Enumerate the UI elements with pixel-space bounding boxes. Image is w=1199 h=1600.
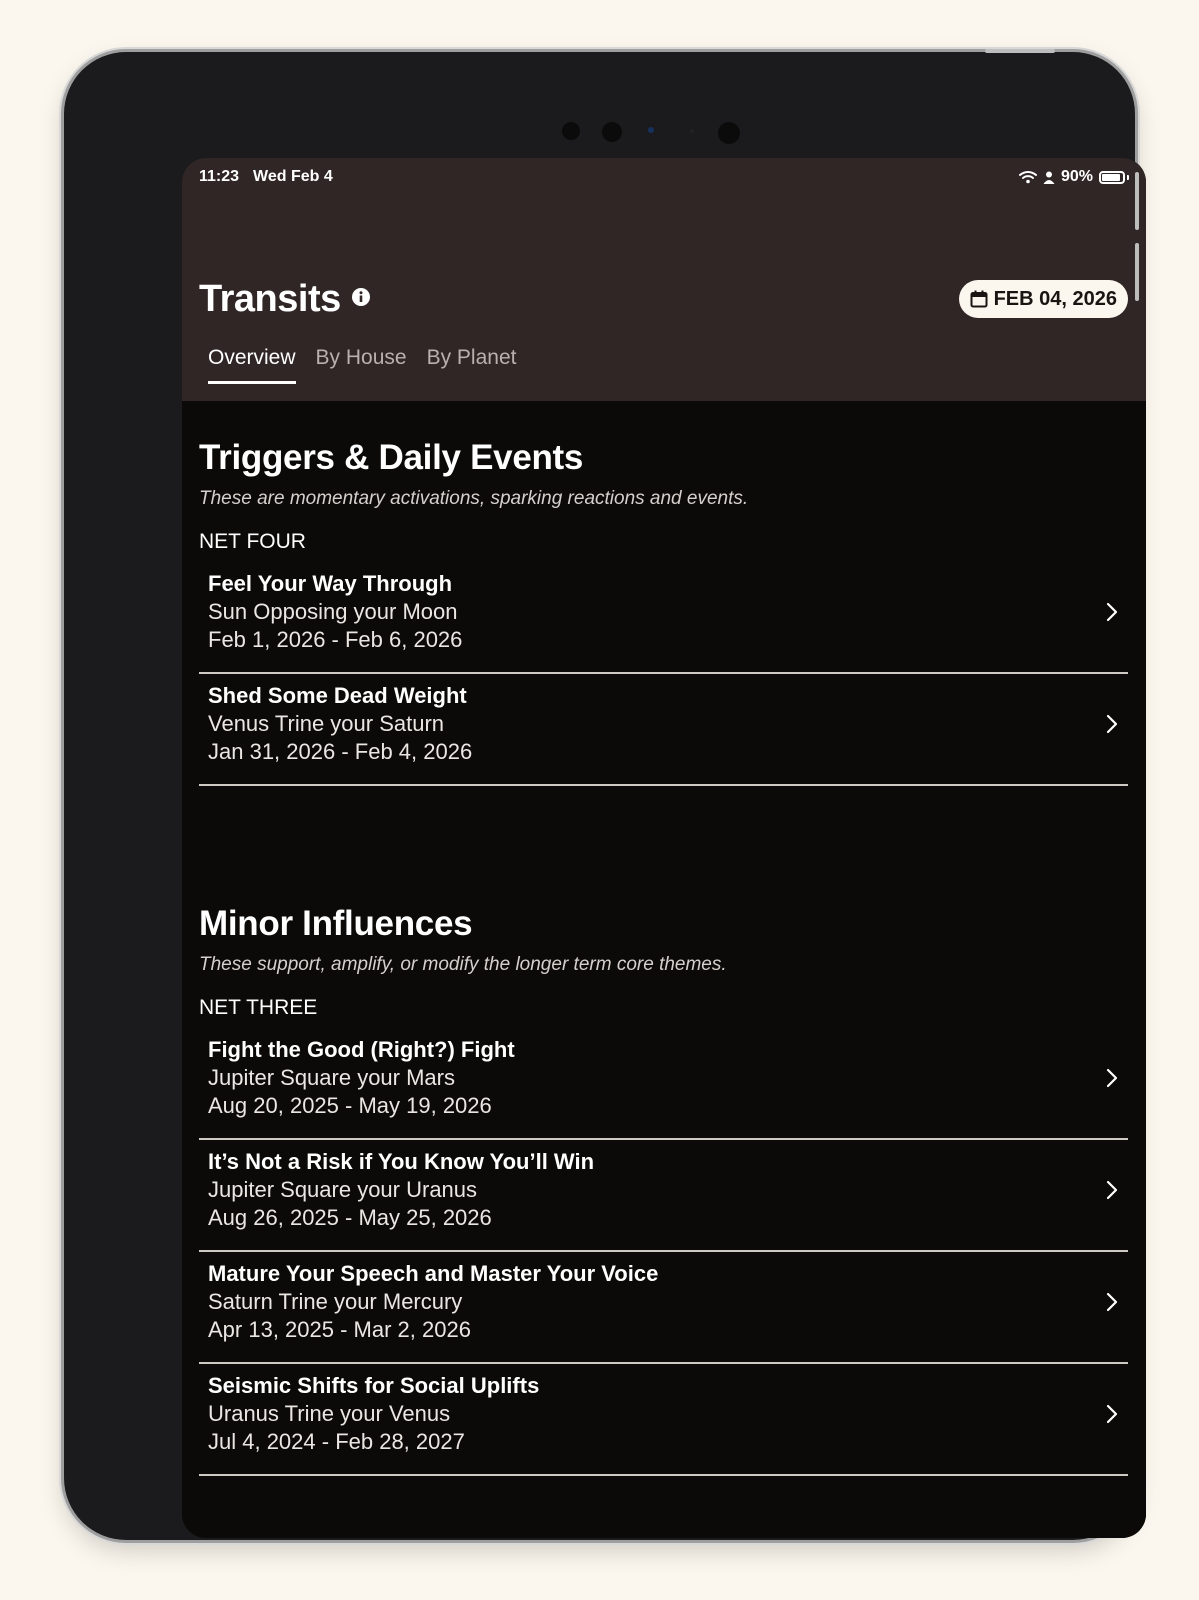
status-date: Wed Feb 4	[253, 168, 333, 185]
transit-dates: Feb 1, 2026 - Feb 6, 2026	[208, 627, 463, 652]
transit-title: Shed Some Dead Weight	[208, 683, 467, 708]
calendar-icon	[970, 290, 988, 308]
tab-overview[interactable]: Overview	[208, 346, 296, 384]
chevron-right-icon	[1106, 602, 1118, 622]
chevron-right-icon	[1106, 1180, 1118, 1200]
app-screen	[182, 158, 1146, 1538]
chevron-right-icon	[1106, 1404, 1118, 1424]
section-title: Minor Influences	[199, 904, 473, 943]
transit-list	[199, 562, 1128, 786]
transit-title: Seismic Shifts for Social Uplifts	[208, 1373, 540, 1398]
transit-aspect: Jupiter Square your Mars	[208, 1065, 455, 1090]
transit-aspect: Saturn Trine your Mercury	[208, 1289, 463, 1314]
status-time: 11:23	[199, 168, 240, 185]
tab-by-planet[interactable]: By Planet	[426, 346, 517, 369]
transit-title: It’s Not a Risk if You Know You’ll Win	[208, 1149, 595, 1174]
app-header	[182, 158, 1146, 401]
transit-row[interactable]	[199, 1140, 1128, 1252]
transit-title: Fight the Good (Right?) Fight	[208, 1037, 515, 1062]
section-subtitle: These are momentary activations, sparking reactions and events.	[199, 488, 749, 509]
chevron-right-icon	[1106, 714, 1118, 734]
section-subtitle: These support, amplify, or modify the longer term core themes.	[199, 954, 727, 975]
transit-aspect: Venus Trine your Saturn	[208, 711, 445, 736]
power-button	[985, 49, 1055, 53]
transit-title: Feel Your Way Through	[208, 571, 453, 596]
tablet-frame	[64, 52, 1135, 1540]
transit-aspect: Jupiter Square your Uranus	[208, 1177, 478, 1202]
wifi-icon	[1019, 170, 1037, 184]
battery-cap	[1127, 175, 1129, 180]
transit-row[interactable]	[199, 1364, 1128, 1476]
transit-dates: Aug 20, 2025 - May 19, 2026	[208, 1093, 492, 1118]
status-bar	[199, 164, 1129, 190]
tab-by-house[interactable]: By House	[315, 346, 407, 369]
transit-row[interactable]	[199, 562, 1128, 674]
battery-icon	[1099, 171, 1125, 184]
volume-down-button	[1135, 243, 1139, 301]
transit-aspect: Sun Opposing your Moon	[208, 599, 458, 624]
transit-aspect: Uranus Trine your Venus	[208, 1401, 451, 1426]
date-picker-button[interactable]	[959, 280, 1128, 318]
transit-dates: Apr 13, 2025 - Mar 2, 2026	[208, 1317, 471, 1342]
tab-bar	[208, 346, 516, 384]
info-icon[interactable]	[351, 287, 371, 307]
transit-row[interactable]	[199, 1028, 1128, 1140]
net-label: NET FOUR	[199, 530, 306, 553]
camera-bar	[564, 120, 764, 144]
chevron-right-icon	[1106, 1068, 1118, 1088]
transit-title: Mature Your Speech and Master Your Voice	[208, 1261, 659, 1286]
person-icon	[1043, 171, 1055, 184]
net-label: NET THREE	[199, 996, 318, 1019]
transit-row[interactable]	[199, 1252, 1128, 1364]
chevron-right-icon	[1106, 1292, 1118, 1312]
transit-dates: Aug 26, 2025 - May 25, 2026	[208, 1205, 492, 1230]
transit-list	[199, 1028, 1128, 1476]
page-title: Transits	[199, 278, 341, 320]
section-title: Triggers & Daily Events	[199, 438, 584, 477]
transit-row[interactable]	[199, 674, 1128, 786]
transit-dates: Jul 4, 2024 - Feb 28, 2027	[208, 1429, 465, 1454]
bottom-bar	[182, 1498, 1146, 1538]
transit-dates: Jan 31, 2026 - Feb 4, 2026	[208, 739, 473, 764]
date-pill-label: FEB 04, 2026	[993, 287, 1117, 310]
section-triggers	[199, 438, 1128, 786]
section-minor-influences	[199, 904, 1128, 1476]
volume-up-button	[1135, 172, 1139, 230]
battery-percent: 90%	[1060, 168, 1093, 185]
